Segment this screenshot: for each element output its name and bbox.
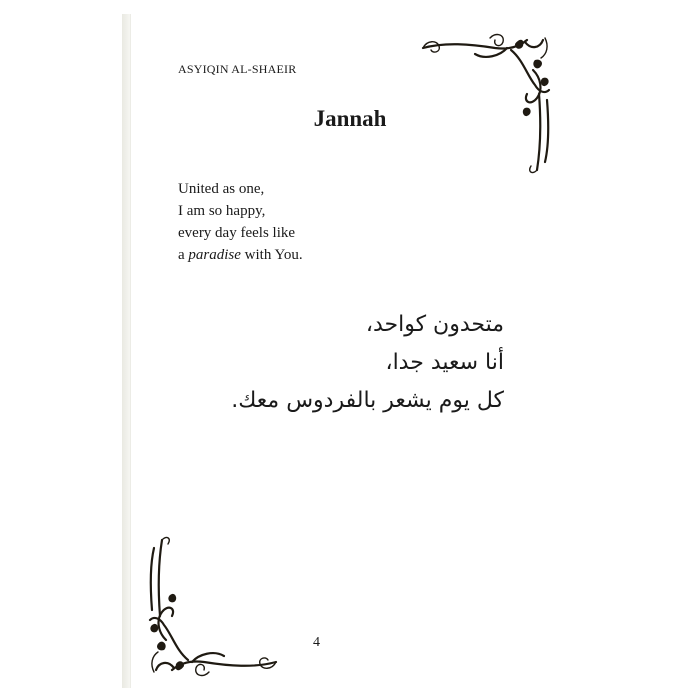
arabic-line: كل يوم يشعر بالفردوس معك. [231,388,504,413]
corner-ornament-bottom-left-icon [134,530,284,680]
english-line: United as one, [178,181,265,197]
english-stanza [178,178,303,266]
page-number: 4 [313,635,320,650]
italic-word: paradise [188,247,241,263]
running-head: ASYIQIN AL-SHAEIR [178,62,297,76]
english-line: I am so happy, [178,203,266,219]
english-line: every day feels like [178,225,296,241]
arabic-line: متحدون كواحد، [365,312,504,337]
arabic-stanza [231,306,504,420]
corner-ornament-top-right-icon [415,30,565,180]
poem-title: Jannah [313,106,387,131]
arabic-line: أنا سعيد جدا، [385,350,504,375]
english-line: a paradise with You. [178,247,303,263]
